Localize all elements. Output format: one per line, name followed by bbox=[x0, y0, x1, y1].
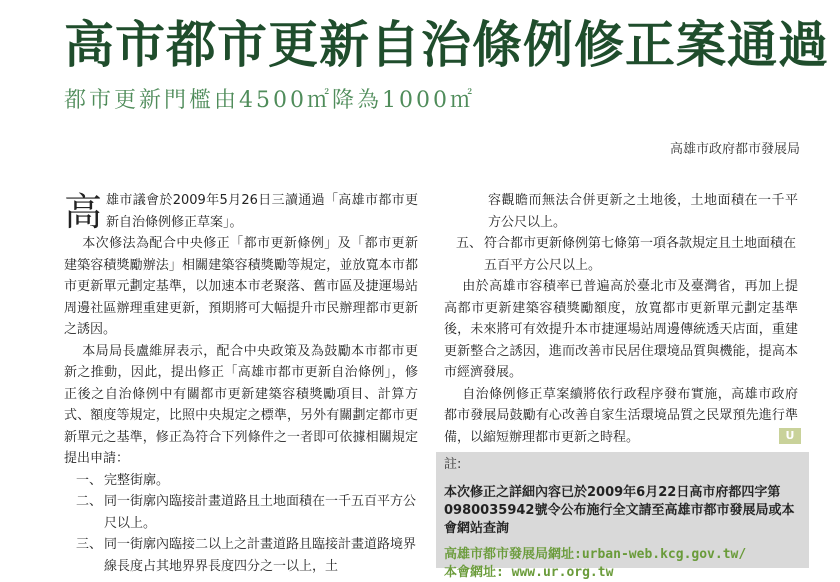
notes-title: 註: bbox=[444, 457, 462, 472]
source-agency: 高雄市政府都市發展局 bbox=[669, 142, 800, 157]
condition-number: 二、 bbox=[76, 494, 103, 509]
paragraph-intro bbox=[64, 190, 418, 233]
condition-number: 五、 bbox=[456, 236, 483, 251]
condition-number: 一、 bbox=[76, 472, 103, 488]
right-column bbox=[444, 190, 798, 448]
paragraph-intro-text: 雄市議會於2009年5月26日三讀通過「高雄市都市更新自治條例修正草案」。 bbox=[106, 193, 418, 230]
headline: 高市都市更新自治條例修正案通過 bbox=[64, 16, 829, 74]
condition-continuation: 容觀瞻而無法合併更新之土地後，土地面積在一千平方公尺以上。 bbox=[488, 193, 798, 230]
paragraph-amendment-purpose: 本次修法為配合中央修正「都市更新條例」及「都市更新建築容積獎勵辦法」相關建築容積獎勵等規定，並放寬本市都市更新單元劃定基準，以加速本市老聚落、舊市區及捷運場站周邊社區辦理重建更新，預期將可大幅提升市民辦理都市更新之誘因。 bbox=[64, 236, 418, 337]
urban-bureau-website-link[interactable]: 高雄市都市發展局網址:urban-web.kcg.gov.tw/ bbox=[444, 547, 747, 562]
condition-text: 同一街廓內臨接二以上之計畫道路且臨接計畫道路境界線長度占其地界界長度四分之一以上，土 bbox=[104, 537, 417, 574]
association-website-link[interactable]: 本會網址: www.ur.org.tw bbox=[444, 565, 614, 580]
condition-item bbox=[64, 534, 418, 577]
condition-number: 三、 bbox=[76, 537, 103, 552]
paragraph-next-steps: 自治條例修正草案續將依行政程序發布實施，高雄市政府都市發展局鼓勵有心改善自家生活環境品質之民眾預先進行準備，以縮短辦理都市更新之時程。 bbox=[444, 386, 798, 445]
condition-item bbox=[444, 233, 798, 276]
condition-item bbox=[64, 491, 418, 534]
paragraph-director-statement: 本局局長盧維屏表示，配合中央政策及為鼓勵本市都市更新之推動，因此，提出修正「高雄市都市更新自治條例」，修正後之自治條例中有關都市更新建築容積獎勵項目、計算方式、額度等規定，比照中央規定之標準，另外有關劃定都市更新單元之基準，修正為符合下列條件之一者即可依據相關規定提出申請： bbox=[64, 343, 418, 466]
paragraph-impact: 由於高雄市容積率已普遍高於臺北市及臺灣省，再加上提高都市更新建築容積獎勵額度，放寬都市更新單元劃定基準後，未來將可有效提升本市捷運場站周邊傳統透天店面，重建更新整合之誘因，進而改善市民居住環境品質與機能，提高本市經濟發展。 bbox=[444, 279, 798, 380]
subheadline: 都市更新門檻由4500㎡降為1000㎡ bbox=[64, 88, 475, 113]
condition-text: 符合都市更新條例第七條第一項各款規定且土地面積在五百平方公尺以上。 bbox=[484, 236, 797, 273]
notes-text: 本次修正之詳細內容已於2009年6月22日高市府都四字第0980035942號令公布施行全文請至高雄市都市發展局或本會網站查詢 bbox=[444, 485, 795, 536]
notes-box bbox=[436, 452, 809, 580]
left-column bbox=[64, 190, 418, 577]
drop-cap: 高 bbox=[64, 190, 103, 234]
condition-item bbox=[64, 470, 418, 492]
urban-renewal-logo-icon: U bbox=[779, 428, 801, 444]
condition-text: 同一街廓內臨接計畫道路且土地面積在一千五百平方公尺以上。 bbox=[104, 494, 417, 531]
condition-text: 完整街廓。 bbox=[104, 472, 170, 488]
